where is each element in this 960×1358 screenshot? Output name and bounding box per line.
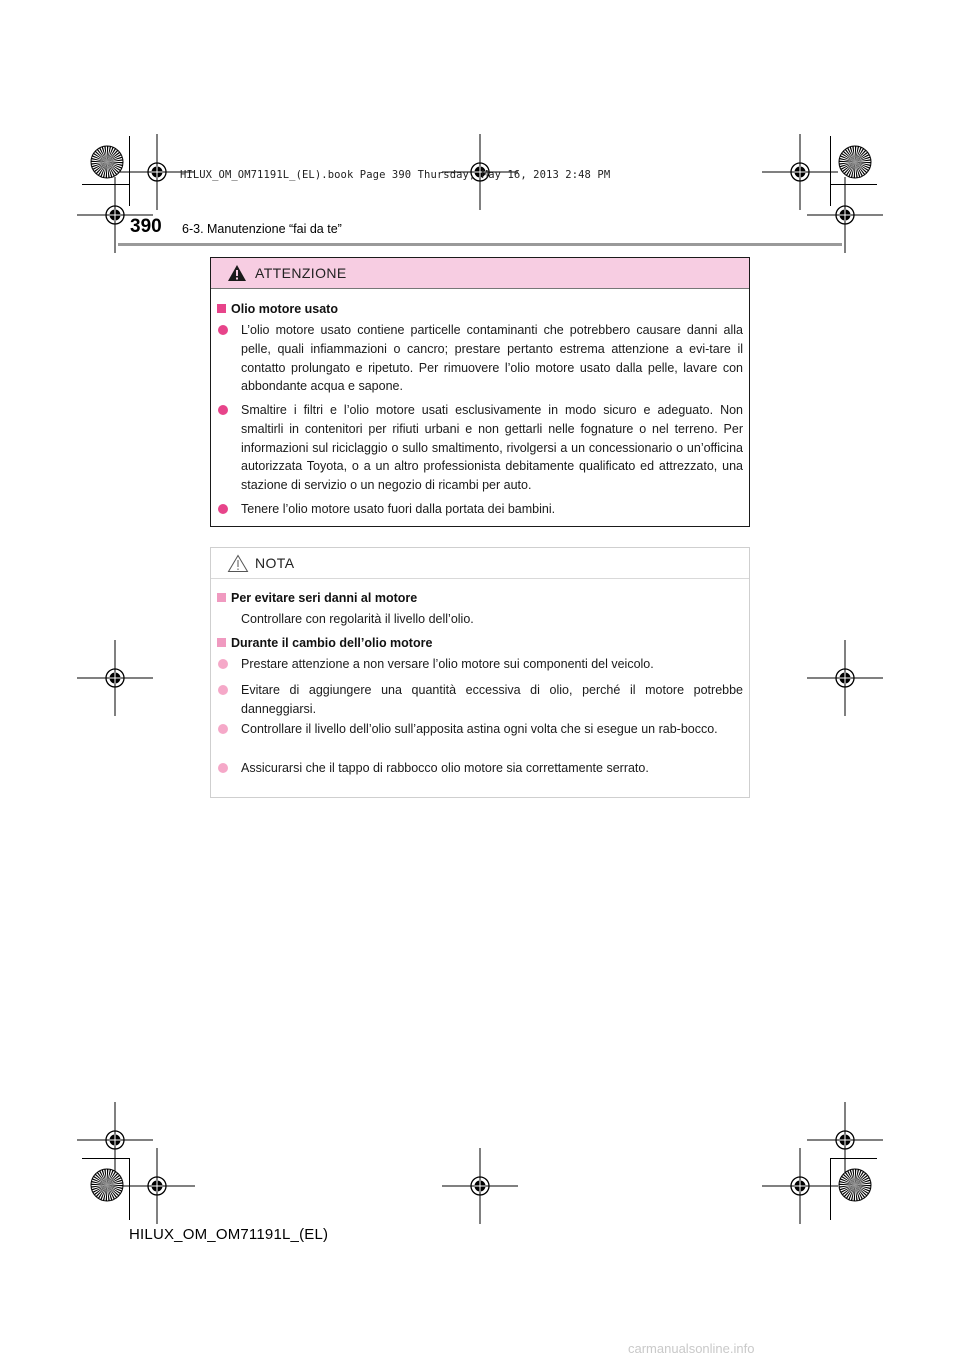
circle-bullet-icon (218, 763, 228, 773)
note-text: Controllare con regolarità il livello dell’olio. (241, 612, 474, 626)
registration-mark-icon (117, 1146, 197, 1226)
circle-bullet-icon (218, 685, 228, 695)
rosette-mark-icon (90, 145, 124, 179)
note-bullet: Evitare di aggiungere una quantità eccessiva di olio, perché il motore potrebbe danneggiarsi. (217, 681, 743, 719)
rosette-mark-icon (838, 145, 872, 179)
circle-bullet-icon (218, 405, 228, 415)
circle-bullet-icon (218, 659, 228, 669)
note-item-title: Durante il cambio dell’olio motore (217, 636, 432, 650)
square-bullet-icon (217, 593, 226, 602)
warning-header (211, 258, 749, 289)
rosette-mark-icon (838, 1168, 872, 1202)
note-box (210, 547, 750, 798)
registration-mark-icon (440, 1146, 520, 1226)
note-bullet: Prestare attenzione a non versare l’olio motore sui componenti del veicolo. (217, 655, 743, 674)
note-bullet: Assicurarsi che il tappo di rabbocco olio motore sia correttamente serrato. (217, 759, 743, 778)
registration-mark-icon (760, 132, 840, 212)
circle-bullet-icon (218, 724, 228, 734)
circle-bullet-icon (218, 504, 228, 514)
square-bullet-icon (217, 638, 226, 647)
rosette-mark-icon (90, 1168, 124, 1202)
note-label: NOTA (255, 555, 295, 571)
caution-triangle-icon (227, 554, 249, 573)
warning-bullet: Tenere l’olio motore usato fuori dalla portata dei bambini. (217, 500, 743, 519)
warning-item-title: Olio motore usato (217, 302, 338, 316)
registration-mark-icon (760, 1146, 840, 1226)
warning-bullet: Smaltire i filtri e l’olio motore usati esclusivamente in modo sicuro e adeguato. Non smaltirli in contenitori per rifiuti urbani e non gettarli nelle fognature o nel terreno. Per informazioni sul riciclaggio o sullo smaltimento, rivolgersi a un concessionario o un’officina autorizzata Toyota, o a un altro professionista debitamente qualificato ed attrezzato, una stazione di servizio o un negozio di ricambi per auto. (217, 401, 743, 495)
note-header (211, 548, 749, 579)
print-info-line: HILUX_OM_OM71191L_(EL).book Page 390 Thursday, May 16, 2013 2:48 PM (180, 169, 611, 181)
warning-label: ATTENZIONE (255, 265, 347, 281)
warning-box (210, 257, 750, 527)
note-item-title: Per evitare seri danni al motore (217, 591, 417, 605)
footer-code: HILUX_OM_OM71191L_(EL) (129, 1226, 329, 1243)
page-number: 390 (130, 216, 162, 237)
square-bullet-icon (217, 304, 226, 313)
warning-triangle-icon (227, 264, 247, 282)
section-title: 6-3. Manutenzione “fai da te” (182, 222, 342, 236)
watermark: carmanualsonline.info (628, 1341, 755, 1356)
warning-bullet: L’olio motore usato contiene particelle contaminanti che potrebbero causare danni alla pelle, quali infiammazioni o cancro; prestare pertanto estrema attenzione a evi-tare il contatto prolungato e ripetuto. Per rimuovere l’olio motore usato dalla pelle, lavare con abbondante acqua e sapone. (217, 321, 743, 396)
note-bullet: Controllare il livello dell’olio sull’apposita astina ogni volta che si esegue un rab-bocco. (217, 720, 743, 739)
registration-mark-icon (75, 638, 155, 718)
registration-mark-icon (805, 638, 885, 718)
circle-bullet-icon (218, 325, 228, 335)
header-rule (118, 243, 842, 246)
